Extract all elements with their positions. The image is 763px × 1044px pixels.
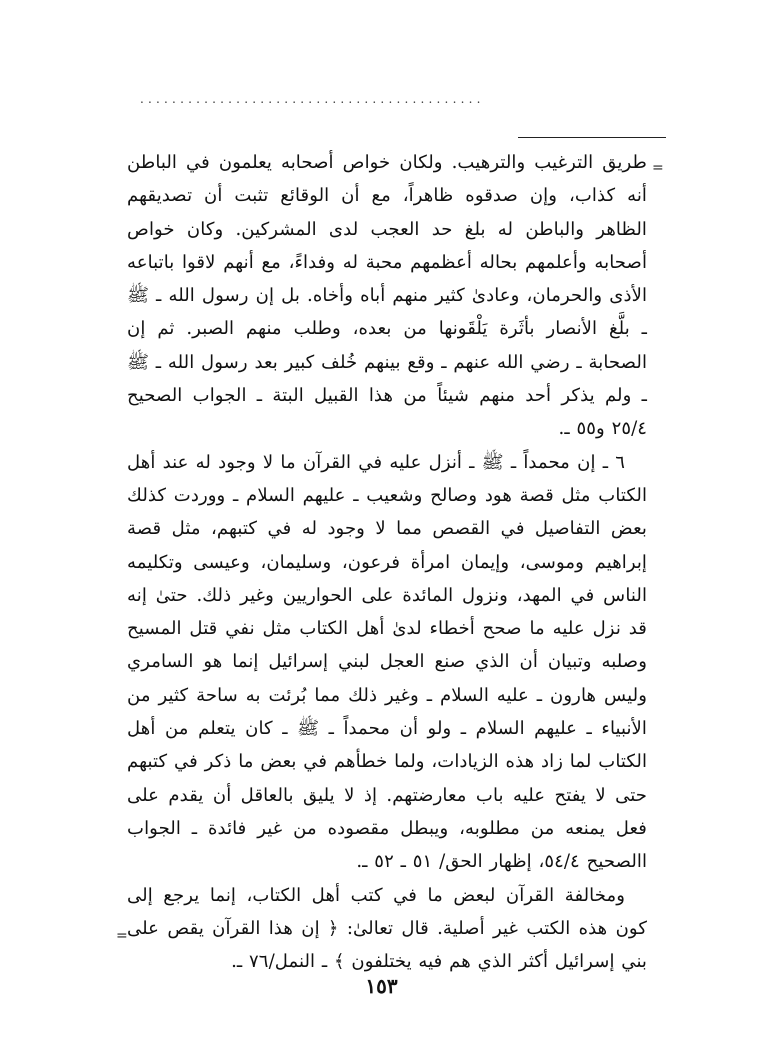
footnote-paragraph-1: طريق الترغيب والترهيب. ولكان خواص أصحابه يعلمون في الباطن أنه كذاب، وإن صدقوه ظاهراً، مع أن الوقائع تثبت أن تصديقهم الظاهر والباطن له بلغ حد العجب لدى المشركين. وكان خواص أصحابه وأعلمهم بحاله أعظمهم محبة له وفداءً، مع أنهم لاقوا باتباعه الأذى والحرمان، وعادىٰ كثير منهم أباه وأخاه. بل إن رسول الله ـ ﷺ ـ بلَّغ الأنصار بأثَرة يَلْقَونها من بعده، وطلب منهم الصبر. ثم إن الصحابة ـ رضي الله عنهم ـ وقع بينهم خُلف كبير بعد رسول الله ـ ﷺ ـ ولم يذكر أحد منهم شيئاً من هذا القبيل البتة ـ الجواب الصحيح ٢٥/٤ و٥٥ ـ. [127,152,647,440]
page-number: ١٥٣ [365,974,398,998]
footnote-text [127,146,647,978]
continuation-marker-bottom: = [116,928,128,944]
footnote-separator-rule [518,137,666,138]
continuation-marker-top: = [652,160,664,176]
footnote-paragraph-3: ومخالفة القرآن لبعض ما في كتب أهل الكتاب، إنما يرجع إلى كون هذه الكتب غير أصلية. قال تعالىٰ: ﴿ إن هذا القرآن يقص على بني إسرائيل أكثر الذي هم فيه يختلفون ﴾ ـ النمل/٧٦ ـ. [127,884,647,973]
header-dotted-line: ........................................... [140,92,485,106]
footnote-paragraph-2: ٦ ـ إن محمداً ـ ﷺ ـ أنزل عليه في القرآن ما لا وجود له عند أهل الكتاب مثل قصة هود وصالح وشعيب ـ عليهم السلام ـ ووردت كذلك بعض التفاصيل في القصص مما لا وجود له في كتبهم، مثل قصة إبراهيم وموسى، وإيمان امرأة فرعون، وسليمان، وعيسى وتكليمه الناس في المهد، ونزول المائدة على الحواريين وغير ذلك. حتىٰ إنه قد نزل عليه ما صحح أخطاء لدىٰ أهل الكتاب مثل نفي قتل المسيح وصلبه وتبيان أن الذي صنع العجل لبني إسرائيل إنما هو السامري وليس هارون ـ عليه السلام ـ وغير ذلك مما بُرئت به ساحة كثير من الأنبياء ـ عليهم السلام ـ ولو أن محمداً ـ ﷺ ـ كان يتعلم من أهل الكتاب لما زاد هذه الزيادات، ولما خطأهم في بعض ما ذكر في كتبهم حتى لا يفتح عليه باب معارضتهم. إذ لا يليق بالعاقل أن يقدم على فعل يمنعه من مطلوبه، ويبطل مقصوده من غير فائدة ـ الجواب االصحيح ٥٤/٤، إظهار الحق/ ٥١ ـ ٥٢ ـ. [127,451,647,873]
